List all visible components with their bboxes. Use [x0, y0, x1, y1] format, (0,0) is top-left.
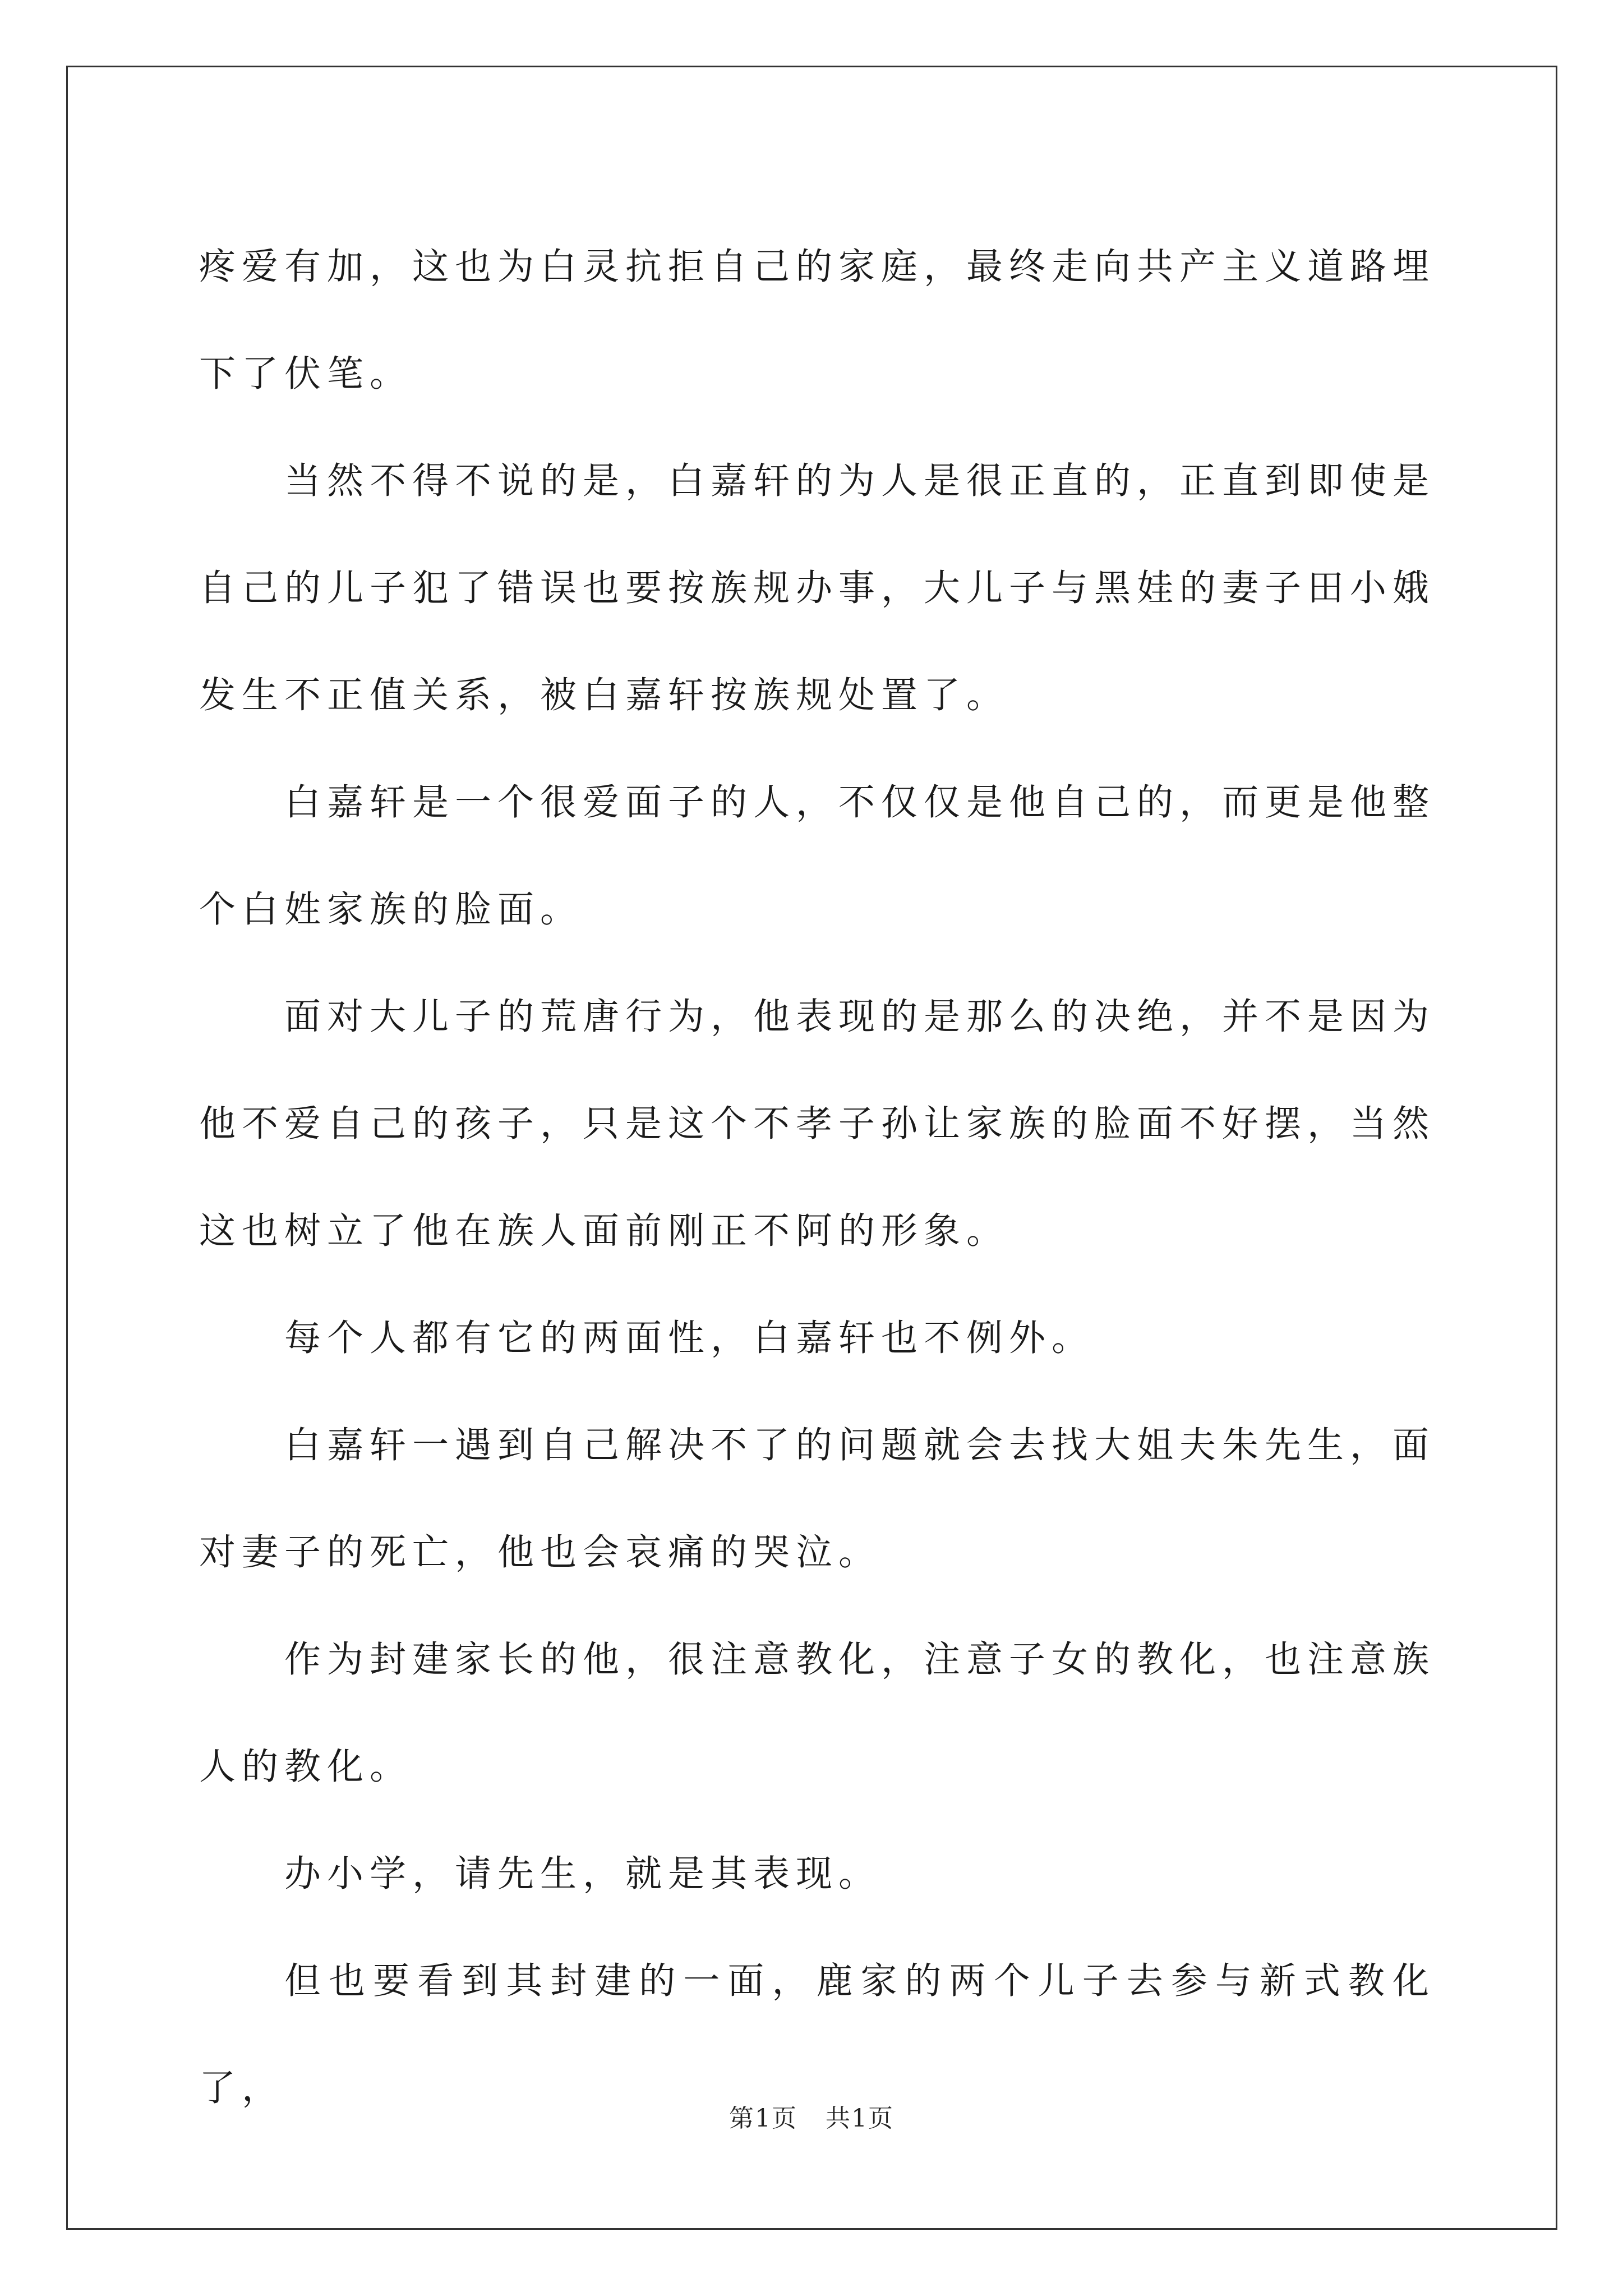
page-total-label: 共1页 — [826, 2104, 894, 2133]
document-body — [199, 213, 1435, 2142]
paragraph-7: 作为封建家长的他，很注意教化，注意子女的教化，也注意族人的教化。 — [199, 1639, 1436, 1788]
paragraph-3: 白嘉轩是一个很爱面子的人，不仅仅是他自己的，而更是他整个白姓家族的脸面。 — [199, 781, 1436, 931]
paragraph-2: 当然不得不说的是，白嘉轩的为人是很正直的，正直到即使是自己的儿子犯了错误也要按族规办事，大儿子与黑娃的妻子田小娥发生不正值关系，被白嘉轩按族规处置了。 — [199, 460, 1436, 716]
paragraph-5: 每个人都有它的两面性，白嘉轩也不例外。 — [284, 1317, 1095, 1359]
paragraph-4: 面对大儿子的荒唐行为，他表现的是那么的决绝，并不是因为他不爱自己的孩子，只是这个不孝子孙让家族的脸面不好摆，当然这也树立了他在族人面前刚正不阿的形象。 — [199, 996, 1436, 1252]
page-number-label: 第1页 — [729, 2104, 797, 2133]
page-footer — [0, 2098, 1623, 2134]
paragraph-9: 但也要看到其封建的一面，鹿家的两个儿子去参与新式教化了， — [199, 1960, 1435, 2109]
paragraph-8: 办小学，请先生，就是其表现。 — [284, 1853, 882, 1895]
paragraph-1: 疼爱有加，这也为白灵抗拒自己的家庭，最终走向共产主义道路埋下了伏笔。 — [199, 246, 1436, 395]
paragraph-6: 白嘉轩一遇到自己解决不了的问题就会去找大姐夫朱先生，面对妻子的死亡，他也会哀痛的哭泣。 — [199, 1424, 1436, 1573]
